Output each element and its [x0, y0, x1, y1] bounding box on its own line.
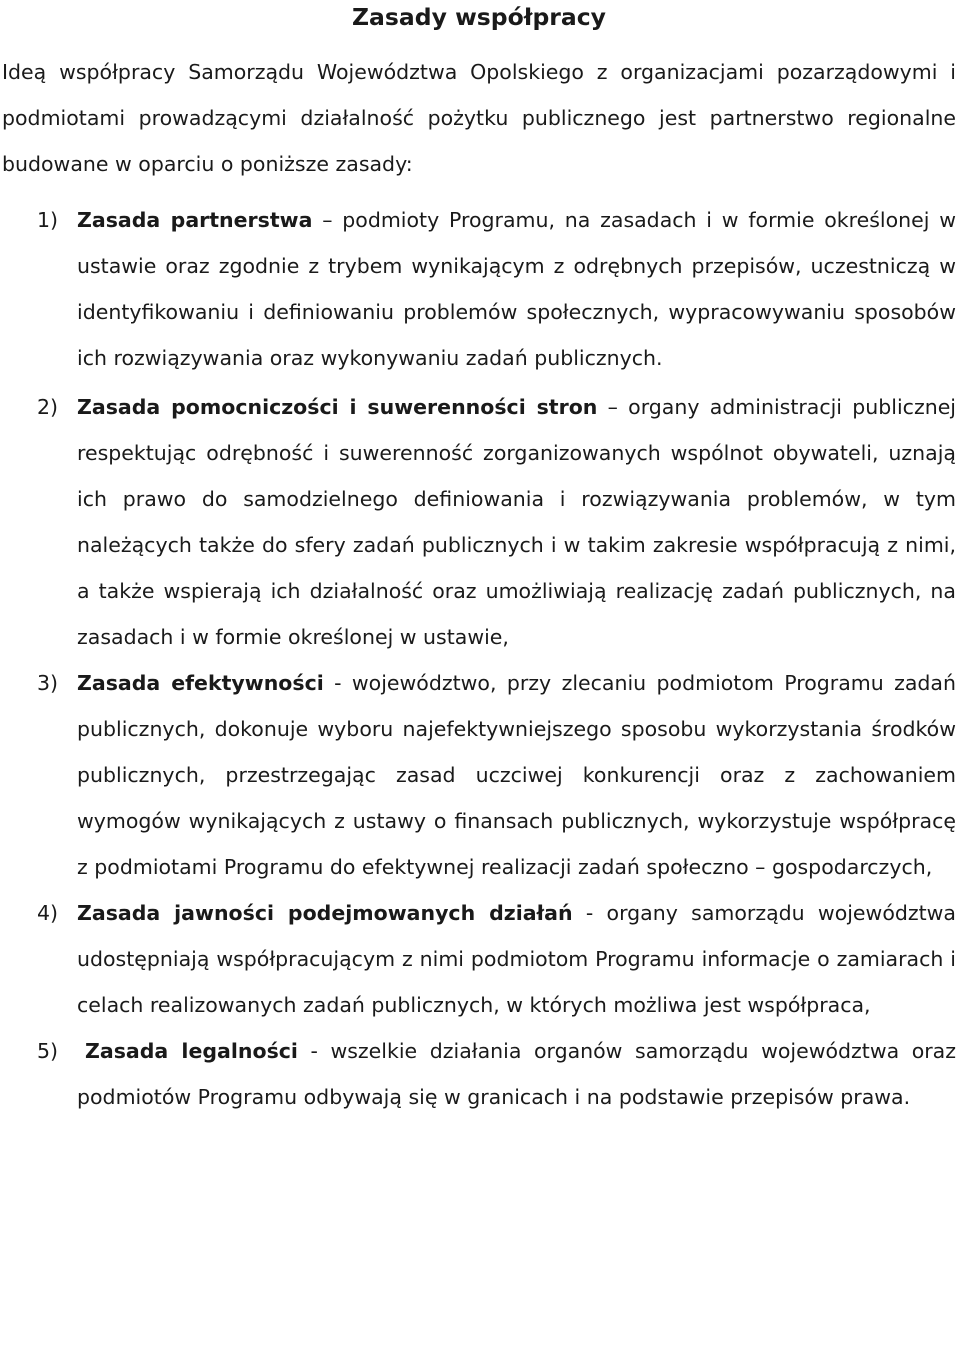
principle-text: - wszelkie działania organów samorządu województwa oraz podmiotów Programu odbywają się w granicach i na podstawie przepisów prawa. — [77, 1039, 956, 1109]
principle-text: - województwo, przy zlecaniu podmiotom Programu zadań publicznych, dokonuje wyboru najefektywniejszego sposobu wykorzystania środków publicznych, przestrzegając zasad uczciwej konkurencji oraz z zachowaniem wymogów wynikających z ustawy o finansach publicznych, wykorzystuje współpracę z podmiotami Programu do efektywnej realizacji zadań społeczno – gospodarczych, — [77, 671, 956, 879]
principle-legality — [2, 1028, 956, 1120]
principle-name: Zasada partnerstwa — [77, 208, 313, 232]
document-title: Zasady współpracy — [352, 3, 606, 31]
principle-name: Zasada jawności podejmowanych działań — [77, 901, 573, 925]
principles-list — [2, 197, 956, 1120]
principle-subsidiarity — [2, 384, 956, 660]
principle-transparency — [2, 890, 956, 1028]
principle-efficiency — [2, 660, 956, 890]
list-number: 2) — [37, 395, 59, 419]
list-number: 5) — [37, 1039, 59, 1063]
principle-partnership — [2, 197, 956, 381]
principle-text: – podmioty Programu, na zasadach i w formie określonej w ustawie oraz zgodnie z trybem wynikającym z odrębnych przepisów, uczestniczą w identyfikowaniu i definiowaniu problemów społecznych, wypracowywaniu sposobów ich rozwiązywania oraz wykonywaniu zadań publicznych. — [77, 208, 956, 370]
list-number: 3) — [37, 671, 59, 695]
principle-text: - organy samorządu województwa udostępniają współpracującym z nimi podmiotom Programu informacje o zamiarach i celach realizowanych zadań publicznych, w których możliwa jest współpraca, — [77, 901, 956, 1017]
principle-text: – organy administracji publicznej respektując odrębność i suwerenność zorganizowanych wspólnot obywateli, uznają ich prawo do samodzielnego definiowania i rozwiązywania problemów, w tym należących także do sfery zadań publicznych i w takim zakresie współpracują z nimi, a także wspierają ich działalność oraz umożliwiają realizację zadań publicznych, na zasadach i w formie określonej w ustawie, — [77, 395, 957, 649]
principle-name: Zasada efektywności — [77, 671, 324, 695]
list-number: 1) — [37, 208, 59, 232]
list-number: 4) — [37, 901, 59, 925]
intro-paragraph: Ideą współpracy Samorządu Województwa Opolskiego z organizacjami pozarządowymi i podmiotami prowadzącymi działalność pożytku publicznego jest partnerstwo regionalne budowane w oparciu o poniższe zasady: — [2, 60, 956, 176]
principle-name: Zasada pomocniczości i suwerenności stron — [77, 395, 598, 419]
principle-name: Zasada legalności — [85, 1039, 298, 1063]
